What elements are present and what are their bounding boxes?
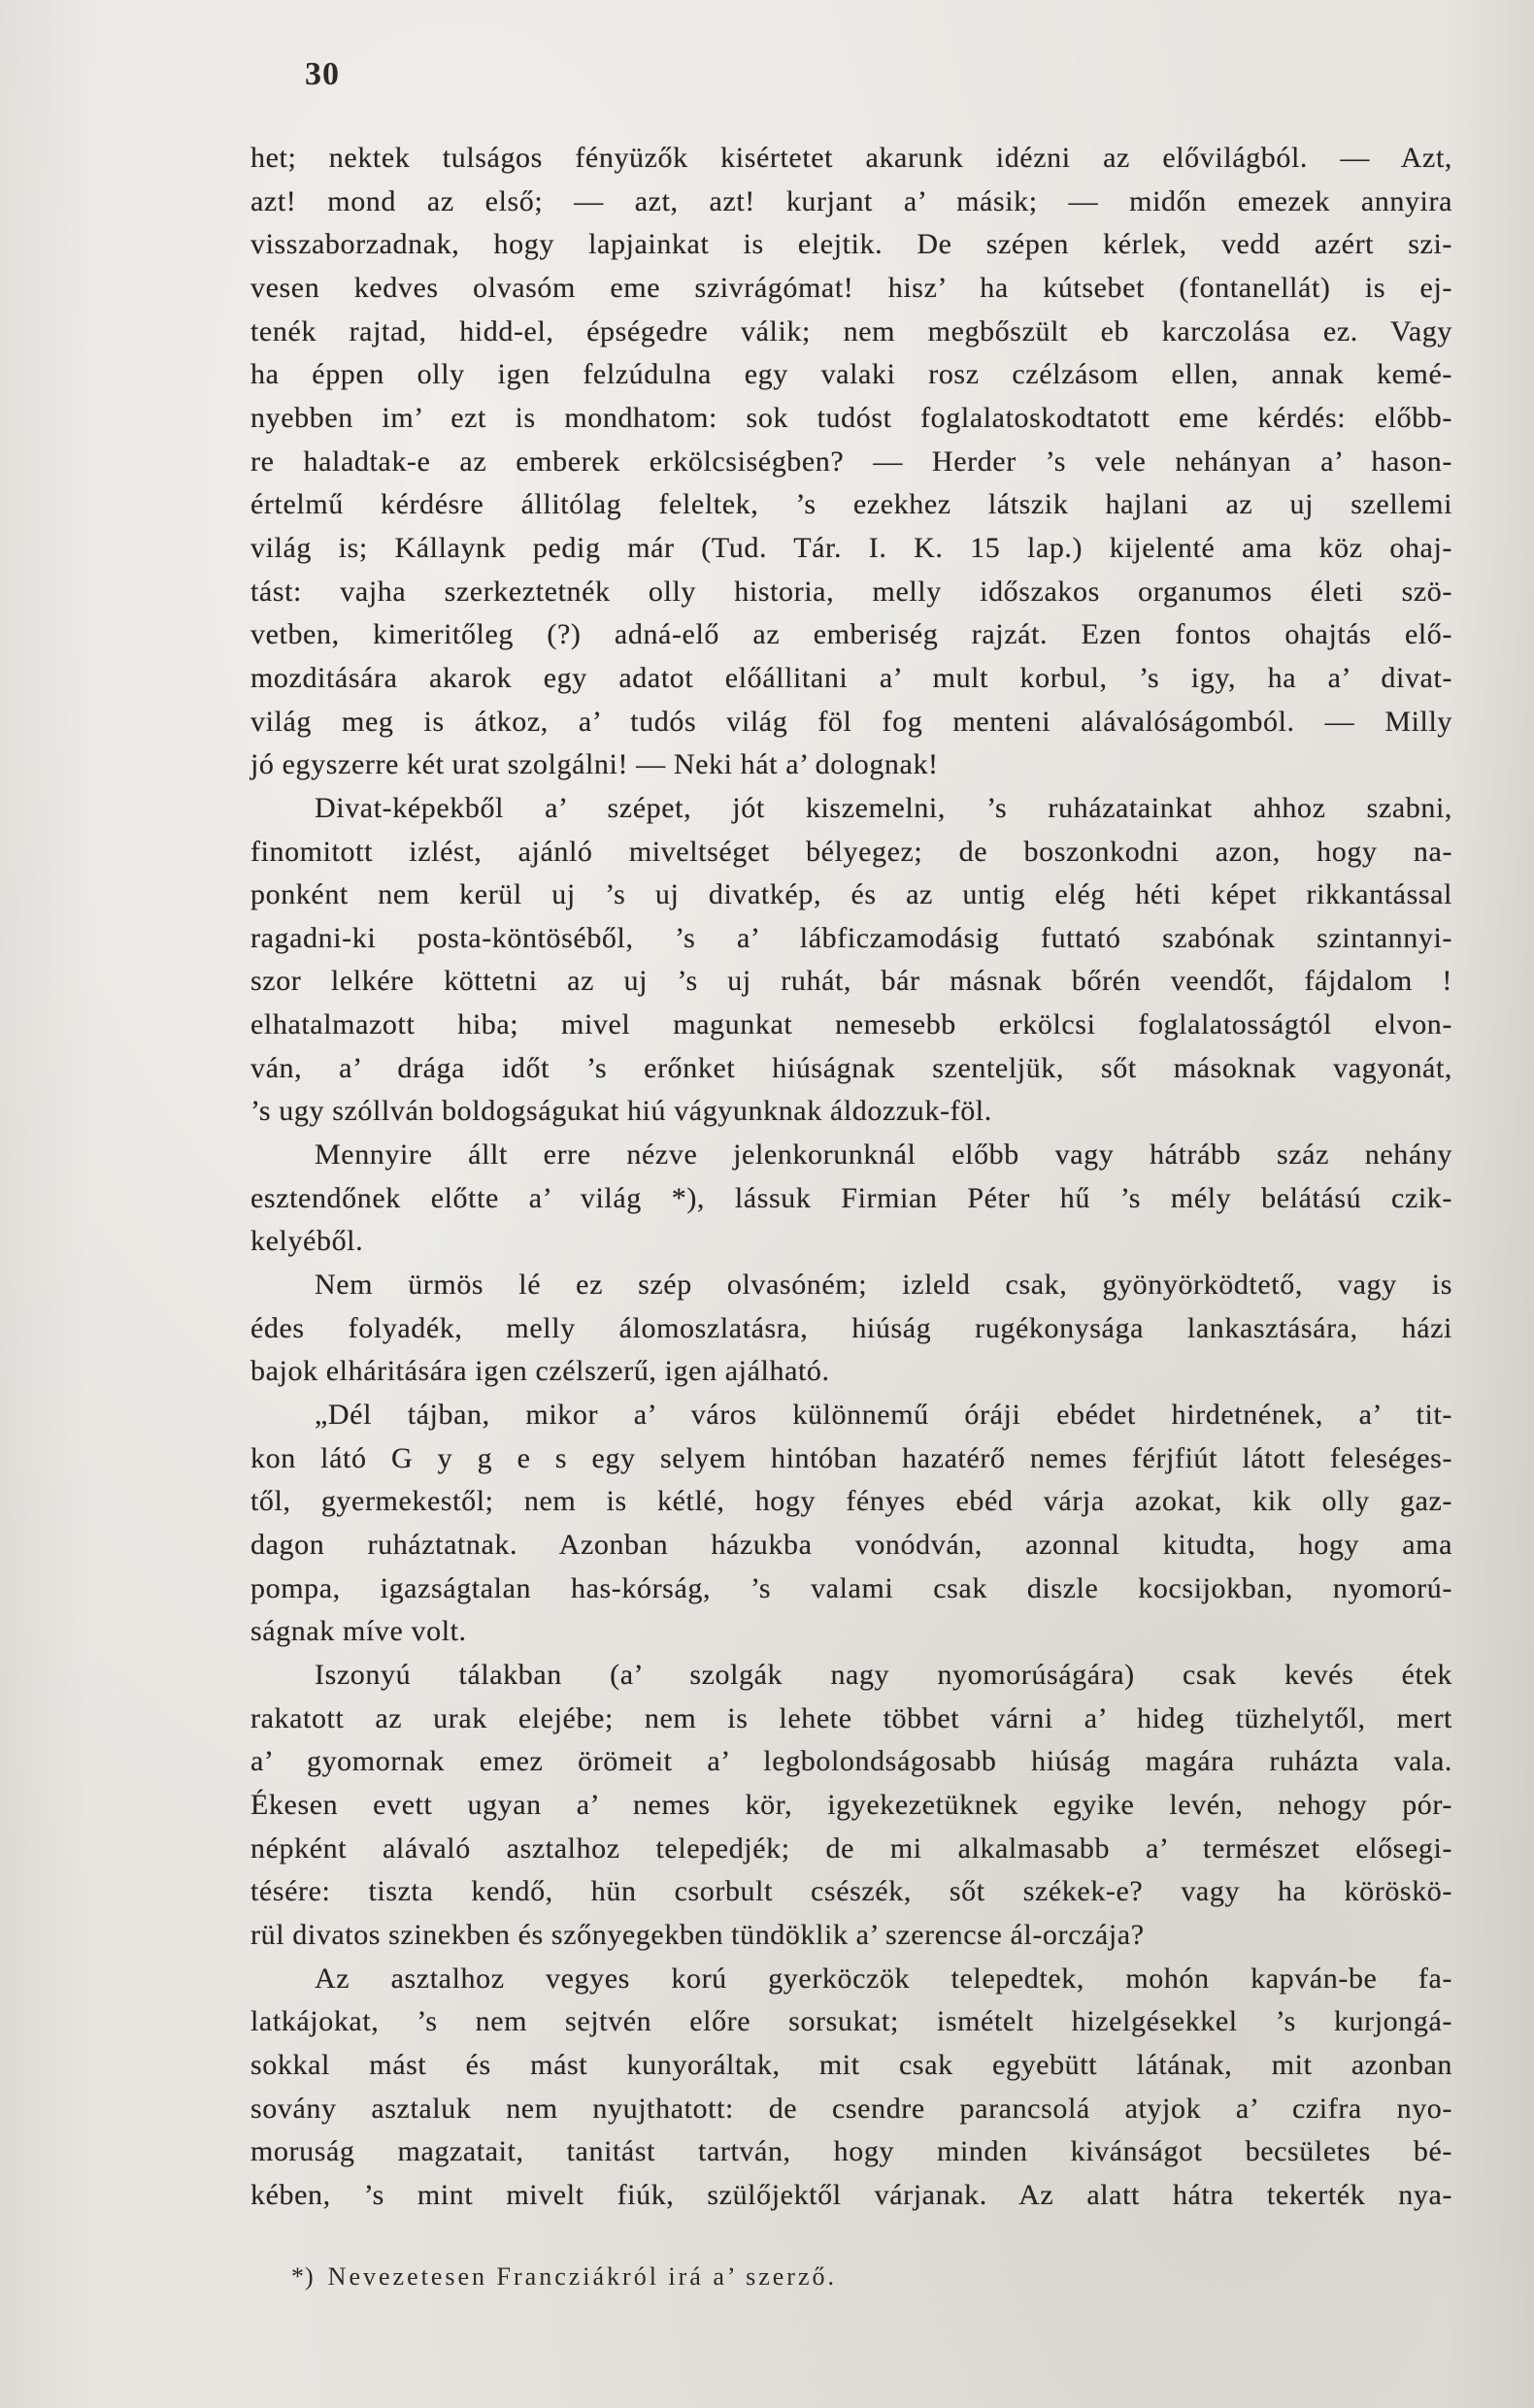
text-line: ragadni-ki posta-köntöséből, ’s a’ lábficzamodásig futtató szabónak szintannyi- (250, 921, 1452, 954)
text-line: nyebben im’ ezt is mondhatom: sok tudóst foglalatoskodtatott eme kérdés: előbb- (250, 401, 1452, 434)
text-line: népként alávaló asztalhoz telepedjék; de mi alkalmasabb a’ természet elősegi- (250, 1831, 1452, 1864)
text-line: pompa, igazságtalan has-kórság, ’s valami csak diszle kocsijokban, nyomorú- (250, 1571, 1452, 1604)
text-line: világ meg is átkoz, a’ tudós világ föl fog menteni alávalóságomból. — Milly (250, 705, 1452, 738)
text-line: Nem ürmös lé ez szép olvasóném; izleld csak, gyönyörködtető, vagy is (315, 1269, 1452, 1302)
paragraph (250, 1264, 1452, 1394)
text-line: jó egyszerre két urat szolgálni! — Neki hát a’ dolognak! (250, 748, 939, 781)
text-line: ságnak míve volt. (250, 1615, 467, 1648)
text-line: „Dél tájban, mikor a’ város különnemű óráji ebédet hirdetnének, a’ tit- (315, 1399, 1452, 1432)
paragraph (250, 137, 1452, 787)
text-line: moruság magzatait, tanitást tartván, hogy minden kivánságot becsületes bé- (250, 2135, 1452, 2168)
text-line: Iszonyú tálakban (a’ szolgák nagy nyomorúságára) csak kevés étek (315, 1658, 1452, 1691)
text-line: sovány asztaluk nem nyujthatott: de csendre parancsolá atyjok a’ czifra nyo- (250, 2092, 1452, 2125)
text-line: rül divatos szinekben és szőnyegekben tündöklik a’ szerencse ál-orczája? (250, 1918, 1145, 1951)
text-line: visszaborzadnak, hogy lapjainkat is elejtik. De szépen kérlek, vedd azért szi- (250, 228, 1452, 261)
page-number: 30 (305, 56, 340, 92)
text-line: dagon ruháztatnak. Azonban házukba vonódván, azonnal kitudta, hogy ama (250, 1529, 1452, 1561)
text-line: világ is; Kállaynk pedig már (Tud. Tár. I. K. 15 lap.) kijelenté ama köz ohaj- (250, 531, 1452, 564)
text-line: azt! mond az első; — azt, azt! kurjant a’ másik; — midőn emezek annyira (250, 184, 1452, 217)
text-line: tenék rajtad, hidd-el, épségedre válik; nem megbőszült eb karczolása ez. Vagy (250, 314, 1452, 347)
footnote-text: Nevezetesen Francziákról irá a’ szerző. (327, 2262, 838, 2291)
text-line: finomitott izlést, ajánló miveltséget bélyegez; de boszonkodni azon, hogy na- (250, 835, 1452, 868)
text-line: elhatalmazott hiba; mivel magunkat nemesebb erkölcsi foglalatosságtól elvon- (250, 1008, 1452, 1041)
text-line: kében, ’s mint mivelt fiúk, szülőjektől várjanak. Az alatt hátra tekerték nya- (250, 2178, 1452, 2211)
text-line: ’s ugy szóllván boldogságukat hiú vágyunknak áldozzuk-föl. (250, 1095, 992, 1128)
paragraph (250, 787, 1452, 1134)
body-text (250, 137, 1452, 2218)
text-line: édes folyadék, melly álomoszlatásra, hiúság rugékonysága lankasztására, házi (250, 1311, 1452, 1344)
text-line: rakatott az urak elejébe; nem is lehete többet várni a’ hideg tüzhelytől, mert (250, 1701, 1452, 1734)
text-line: Ékesen evett ugyan a’ nemes kör, igyekezetüknek egyike levén, nehogy pór- (250, 1788, 1452, 1821)
text-line: szor lelkére köttetni az uj ’s uj ruhát, bár másnak bőrén veendőt, fájdalom ! (250, 965, 1452, 998)
text-line: Mennyire állt erre nézve jelenkorunknál előbb vagy hátrább száz nehány (315, 1138, 1452, 1171)
text-line: Az asztalhoz vegyes korú gyerköczök telepedtek, mohón kapván-be fa- (315, 1962, 1452, 1995)
text-line: tésére: tiszta kendő, hün csorbult csészék, sőt székek-e? vagy ha köröskö- (250, 1875, 1452, 1908)
text-line: től, gyermekestől; nem is kétlé, hogy fényes ebéd várja azokat, kik olly gaz- (250, 1485, 1452, 1518)
paragraph (250, 1958, 1452, 2218)
text-line: ván, a’ drága időt ’s erőnket hiúságnak szenteljük, sőt másoknak vagyonát, (250, 1051, 1452, 1084)
text-line: ponként nem kerül uj ’s uj divatkép, és az untig elég héti képet rikkantással (250, 878, 1452, 911)
text-line: latkájokat, ’s nem sejtvén előre sorsukat; ismételt hizelgésekkel ’s kurjongá- (250, 2005, 1452, 2038)
text-line: mozditására akarok egy adatot előállitani a’ mult korbul, ’s igy, ha a’ divat- (250, 661, 1452, 694)
text-line: bajok elháritására igen czélszerű, igen ajálható. (250, 1355, 830, 1388)
text-line: kon látó G y g e s egy selyem hintóban hazatérő nemes férjfiút látott feleséges- (250, 1441, 1452, 1474)
footnote-marker: *) (291, 2262, 315, 2291)
text-line: értelmű kérdésre állitólag feleltek, ’s ezekhez látszik hajlani az uj szellemi (250, 488, 1452, 521)
paragraph (250, 1134, 1452, 1264)
text-line: vetben, kimeritőleg (?) adná-elő az emberiség rajzát. Ezen fontos ohajtás elő- (250, 618, 1452, 651)
text-line: sokkal mást és mást kunyoráltak, mit csak egyebütt látának, mit azonban (250, 2048, 1452, 2081)
text-line: tást: vajha szerkeztetnék olly historia, melly időszakos organumos életi szö- (250, 575, 1452, 608)
paragraph (250, 1394, 1452, 1654)
footnote (291, 2261, 837, 2293)
text-line: vesen kedves olvasóm eme szivrágómat! hisz’ ha kútsebet (fontanellát) is ej- (250, 271, 1452, 304)
text-line: re haladtak-e az emberek erkölcsiségben? — Herder ’s vele nehányan a’ hason- (250, 445, 1452, 478)
text-line: Divat-képekből a’ szépet, jót kiszemelni, ’s ruházatainkat ahhoz szabni, (315, 791, 1452, 824)
text-line: a’ gyomornak emez örömeit a’ legbolondságosabb hiúság magára ruházta vala. (250, 1745, 1452, 1778)
text-line: kelyéből. (250, 1225, 364, 1258)
text-line: ha éppen olly igen felzúdulna egy valaki rosz czélzásom ellen, annak kemé- (250, 358, 1452, 391)
text-line: esztendőnek előtte a’ világ *), lássuk Firmian Péter hű ’s mély belátású czik- (250, 1181, 1452, 1214)
text-line: het; nektek tulságos fényüzők kisértetet akarunk idézni az elővilágból. — Azt, (250, 142, 1452, 174)
paragraph (250, 1654, 1452, 1958)
